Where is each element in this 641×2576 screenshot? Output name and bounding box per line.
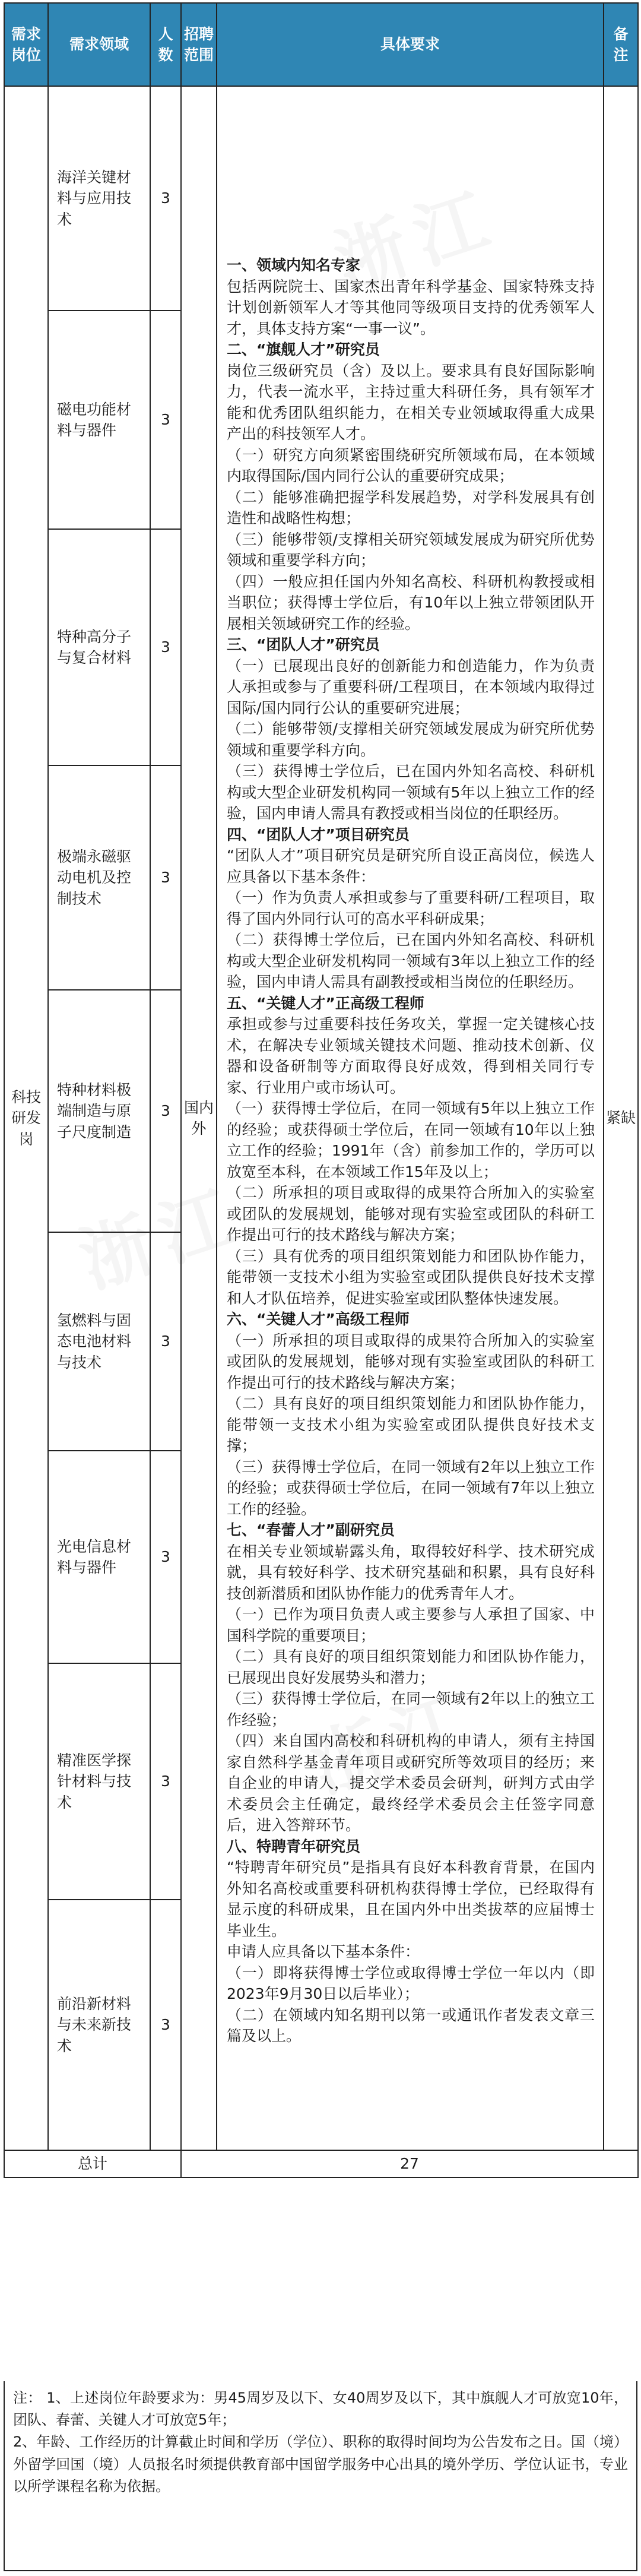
remark-cell: 紧缺 [604,86,638,2150]
header-post: 需求岗位 [4,3,48,86]
requirements-table [4,2,639,2178]
total-value: 27 [181,2150,638,2178]
header-scope: 招聘范围 [181,3,217,86]
requirement-paragraph: （二）能够准确把握学科发展趋势，对学科发展具有创造性和战略性构想； [227,488,595,527]
count-cell: 3 [150,86,181,311]
count-cell: 3 [150,1451,181,1663]
field-cell: 前沿新材料与未来新技术 [48,1900,150,2150]
details-list [227,255,595,2047]
field-cell: 光电信息材料与器件 [48,1451,150,1663]
requirement-paragraph: （一）作为负责人承担或参与了重要科研/工程项目，取得了国内外同行认可的高水平科研成果； [227,889,595,928]
requirement-paragraph: （三）获得博士学位后，在同一领域有2年以上独立工作的经验；或获得硕士学位后，在同一领域有7年以上独立工作的经验。 [227,1458,595,1518]
post-cell: 科技研发岗 [4,86,48,2150]
requirement-paragraph: （一）即将获得博士学位或取得博士学位一年以内（即2023年9月30日以后毕业）； [227,1964,595,2003]
count-cell: 3 [150,990,181,1232]
count-cell: 3 [150,1663,181,1900]
count-cell: 3 [150,529,181,765]
section-heading: 七、“春蕾人才”副研究员 [227,1521,395,1539]
requirement-paragraph: （三）获得博士学位后，在同一领域有2年以上的独立工作经验； [227,1690,595,1729]
requirement-paragraph: 承担或参与过重要科技任务攻关，掌握一定关键核心技术，在解决专业领域关键技术问题、推动技术创新、仪器和设备研制等方面取得良好成效，得到相关同行专家、行业用户或市场认可。 [227,1015,595,1096]
requirement-paragraph: 在相关专业领域崭露头角，取得较好科学、技术研究成就，具有较好科学、技术研究基础和积累，具有良好科技创新潜质和团队协作能力的优秀青年人才。 [227,1542,595,1602]
section-heading: 一、领域内知名专家 [227,257,361,274]
requirement-paragraph: （三）具有优秀的项目组织策划能力和团队协作能力，能带领一支技术小组为实验室或团队提供良好技术支撑和人才队伍培养，促进实验室或团队整体快速发展。 [227,1247,595,1307]
note-line: 注： 1、上述岗位年龄要求为：男45周岁及以下、女40周岁及以下，其中旗舰人才可放宽10年，团队、春蕾、关键人才可放宽5年； [13,2390,628,2429]
requirement-paragraph: （二）获得博士学位后，已在国内外知名高校、科研机构或大型企业研发机构同一领域有3年以上独立工作的经验，国内申请人需具有副教授或相当岗位的任职经历。 [227,931,595,991]
scope-cell: 国内外 [181,86,217,2150]
field-cell: 特种材料极端制造与原子尺度制造 [48,990,150,1232]
details-cell [217,86,604,2150]
requirement-paragraph: （二）所承担的项目或取得的成果符合所加入的实验室或团队的发展规划，能够对现有实验室或团队的科研工作提出可行的技术路线与解决方案； [227,1184,595,1244]
requirement-paragraph: （一）获得博士学位后，在同一领域有5年以上独立工作的经验；或获得硕士学位后，在同一领域有10年以上独立工作的经验；1991年（含）前参加工作的，学历可以放宽至本科，在本领域工作15年及以上； [227,1100,595,1181]
count-cell: 3 [150,1232,181,1451]
notes [4,2381,637,2571]
total-label: 总计 [4,2150,181,2178]
requirement-paragraph: 申请人应具备以下基本条件： [227,1943,420,1961]
section-heading: 五、“关键人才”正高级工程师 [227,994,424,1012]
requirement-paragraph: （一）已展现出良好的创新能力和创造能力，作为负责人承担或参与了重要科研/工程项目，在本领域内取得过国际/国内同行公认的重要研究进展； [227,657,595,717]
requirement-paragraph: （二）能够带领/支撑相关研究领域发展成为研究所优势领域和重要学科方向。 [227,720,595,759]
header-field: 需求领域 [48,3,150,86]
requirement-paragraph: （二）具有良好的项目组织策划能力和团队协作能力，能带领一支技术小组为实验室或团队提供良好技术支撑； [227,1395,595,1455]
requirement-paragraph: 包括两院院士、国家杰出青年科学基金、国家特殊支持计划创新领军人才等其他同等级项目支持的优秀领军人才，具体支持方案“一事一议”。 [227,277,595,337]
section-heading: 三、“团队人才”研究员 [227,636,380,654]
requirement-paragraph: （三）能够带领/支撑相关研究领域发展成为研究所优势领域和重要学科方向； [227,530,595,569]
requirement-paragraph: （一）所承担的项目或取得的成果符合所加入的实验室或团队的发展规划，能够对现有实验室或团队的科研工作提出可行的技术路线与解决方案； [227,1331,595,1391]
total-row [4,2150,638,2178]
field-cell: 精准医学探针材料与技术 [48,1663,150,1900]
requirement-paragraph: （四）一般应担任国内外知名高校、科研机构教授或相当职位；获得博士学位后，有10年以上独立带领团队开展相关领域研究工作的经验。 [227,572,595,632]
requirement-paragraph: （一）已作为项目负责人或主要参与人承担了国家、中国科学院的重要项目； [227,1606,595,1644]
header-details: 具体要求 [217,3,604,86]
requirement-paragraph: （二）具有良好的项目组织策划能力和团队协作能力，已展现出良好发展势头和潜力； [227,1648,595,1686]
count-cell: 3 [150,311,181,529]
header-count: 人数 [150,3,181,86]
field-cell: 磁电功能材料与器件 [48,311,150,529]
table-row [4,86,638,311]
count-cell: 3 [150,765,181,990]
header-remark: 备注 [604,3,638,86]
requirement-paragraph: “特聘青年研究员”是指具有良好本科教育背景，在国内外知名高校或重要科研机构获得博士学位，已经取得有显示度的科研成果，且在国内外中出类拔萃的应届博士毕业生。 [227,1859,595,1939]
count-cell: 3 [150,1900,181,2150]
section-heading: 八、特聘青年研究员 [227,1837,361,1855]
section-heading: 二、“旗舰人才”研究员 [227,341,380,359]
note-line: 2、年龄、工作经历的计算截止时间和学历（学位）、职称的取得时间均为公告发布之日。国（境）外留学回国（境）人员报名时须提供教育部中国留学服务中心出具的境外学历、学位认证书，专业以所学课程名称为依据。 [13,2433,628,2495]
section-heading: 六、“关键人才”高级工程师 [227,1311,410,1328]
requirement-paragraph: 岗位三级研究员（含）及以上。要求具有良好国际影响力，代表一流水平，主持过重大科研任务，具有领军才能和优秀团队组织能力，在相关专业领域取得重大成果产出的科技领军人才。 [227,362,595,443]
field-cell: 极端永磁驱动电机及控制技术 [48,765,150,990]
requirement-paragraph: （四）来自国内高校和科研机构的申请人，须有主持国家自然科学基金青年项目或研究所等效项目的经历；来自企业的申请人，提交学术委员会研判，研判方式由学术委员会主任确定，最终经学术委员会主任签字同意后，进入答辩环节。 [227,1732,595,1834]
requirement-paragraph: （二）在领域内知名期刊以第一或通讯作者发表文章三篇及以上。 [227,2006,595,2045]
field-cell: 海洋关键材料与应用技术 [48,86,150,311]
requirement-paragraph: （三）获得博士学位后，已在国内外知名高校、科研机构或大型企业研发机构同一领域有5年以上独立工作的经验，国内申请人需具有教授或相当岗位的任职经历。 [227,762,595,822]
field-cell: 特种高分子与复合材料 [48,529,150,765]
requirement-paragraph: “团队人才”项目研究员是研究所自设正高岗位，候选人应具备以下基本条件： [227,847,595,885]
requirement-paragraph: （一）研究方向须紧密围绕研究所领域布局，在本领域内取得国际/国内同行公认的重要研究成果； [227,446,595,485]
section-heading: 四、“团队人才”项目研究员 [227,825,410,843]
table-header-row [4,3,638,86]
field-cell: 氢燃料与固态电池材料与技术 [48,1232,150,1451]
